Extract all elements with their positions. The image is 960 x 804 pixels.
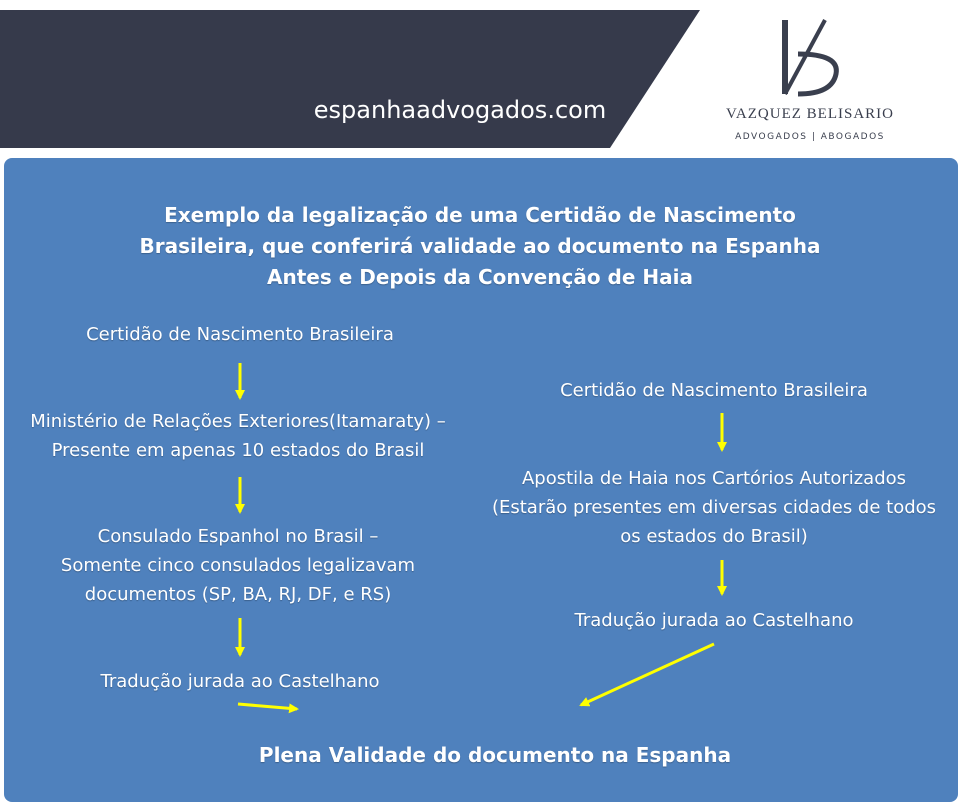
after-step-sworn-translation: Tradução jurada ao Castelhano: [574, 610, 854, 631]
after-step-hague-apostille: Apostila de Haia nos Cartórios Autorizados (Estarão presentes em diversas cidades de todos os estados do Brasil): [491, 468, 937, 547]
before-step-spanish-consulate: Consulado Espanhol no Brasil – Somente cinco consulados legalizavam documentos (SP, BA, RJ, DF, e RS): [60, 526, 416, 605]
final-result: Plena Validade do documento na Espanha: [258, 743, 732, 767]
before-step-birth-certificate: Certidão de Nascimento Brasileira: [86, 324, 394, 345]
after-step-birth-certificate: Certidão de Nascimento Brasileira: [560, 380, 868, 401]
before-step-sworn-translation: Tradução jurada ao Castelhano: [100, 671, 380, 692]
site-url[interactable]: espanhaadvogados.com: [313, 96, 607, 124]
firm-tagline: ADVOGADOS | ABOGADOS: [735, 132, 885, 142]
firm-name: VAZQUEZ BELISARIO: [726, 106, 894, 122]
vb-logo-icon: [770, 16, 850, 98]
diagram-title: Exemplo da legalização de uma Certidão de Nascimento Brasileira, que conferirá validade ao documento na Espanha Antes e Depois da Convenção de Haia: [139, 203, 821, 289]
before-step-itamaraty: Ministério de Relações Exteriores(Itamaraty) – Presente em apenas 10 estados do Brasil: [30, 411, 446, 461]
